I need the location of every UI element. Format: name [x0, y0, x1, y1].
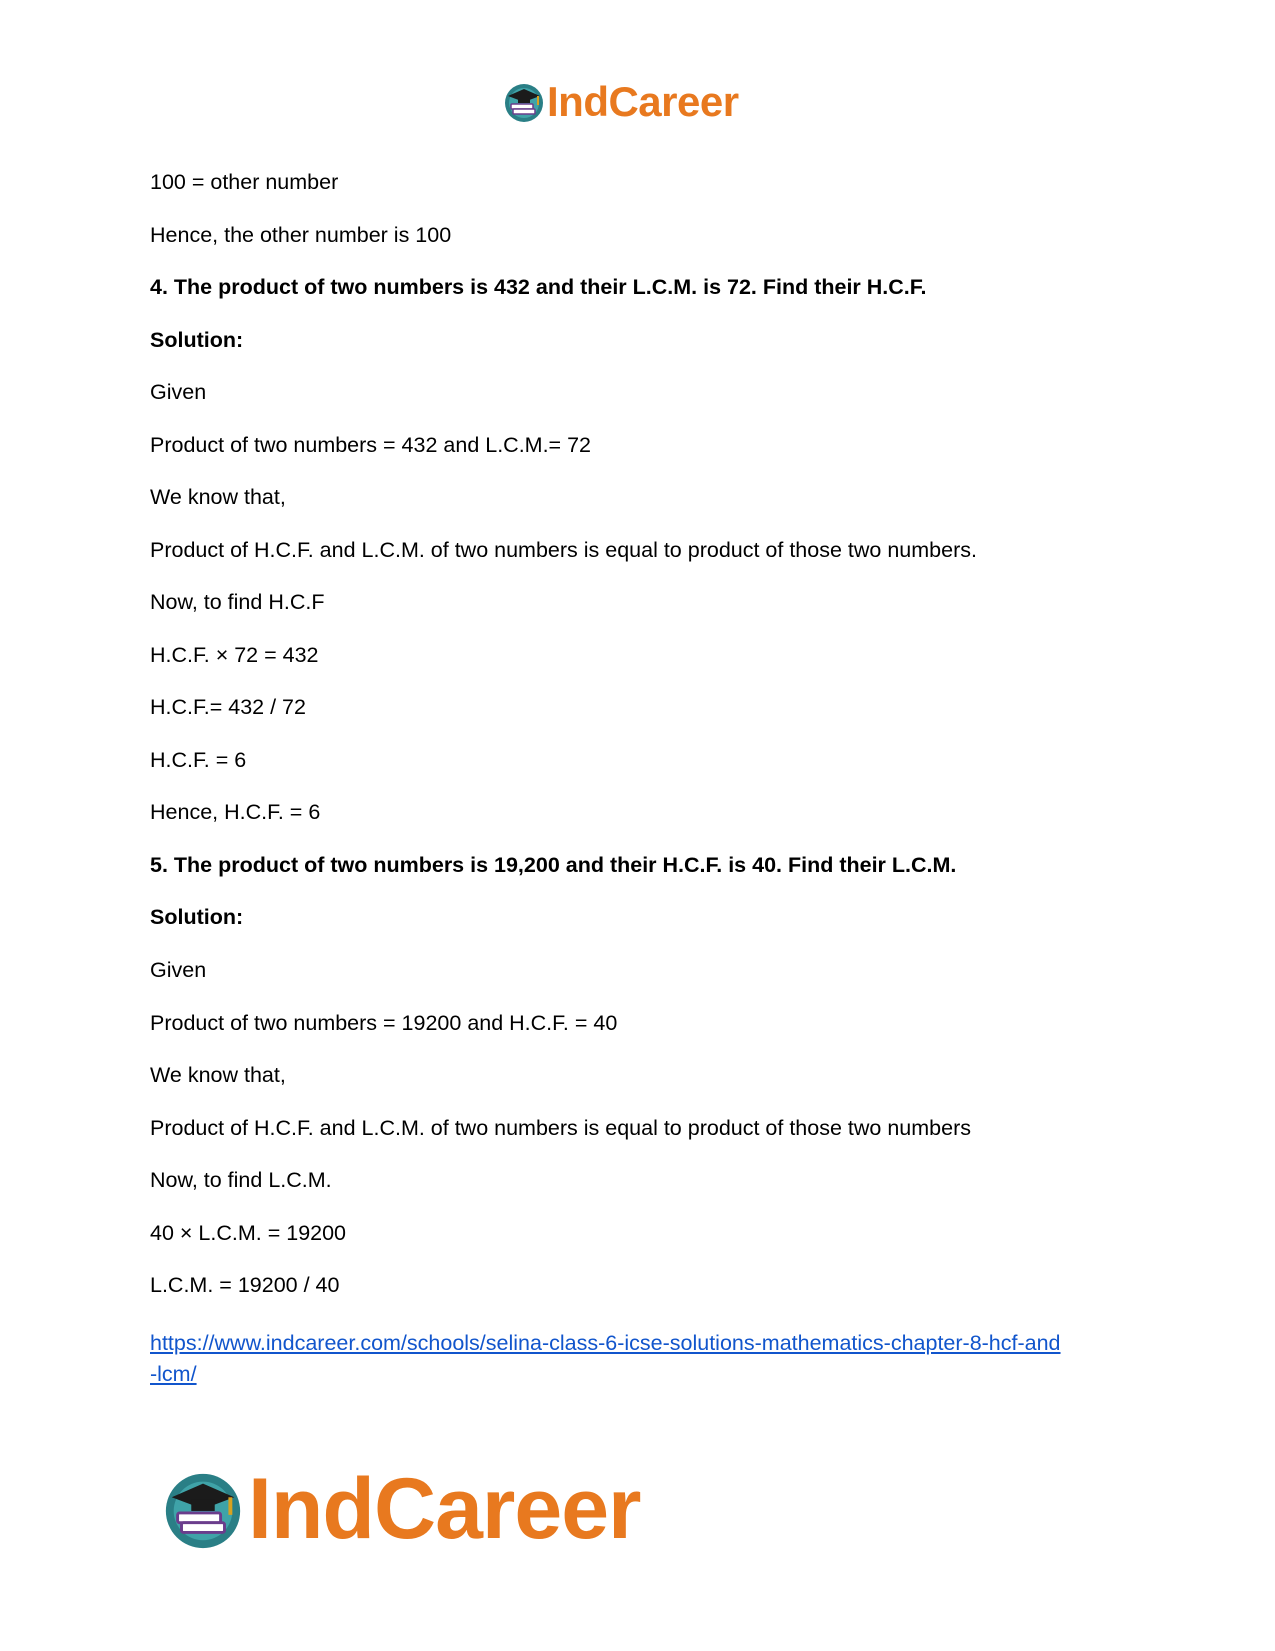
graduation-cap-books-icon — [160, 1466, 246, 1552]
text-line: Given — [150, 958, 207, 982]
source-link-line1: https://www.indcareer.com/schools/selina-class-6-icse-solutions-mathematics-chapter-8-hcf-and — [150, 1331, 1061, 1355]
source-link[interactable] — [150, 1328, 1125, 1390]
text-line: L.C.M. = 19200 / 40 — [150, 1273, 340, 1297]
text-line: Hence, H.C.F. = 6 — [150, 800, 321, 824]
header-logo — [502, 78, 739, 126]
text-line: H.C.F. × 72 = 432 — [150, 643, 319, 667]
text-line: Product of H.C.F. and L.C.M. of two numbers is equal to product of those two numbers — [150, 1116, 971, 1140]
text-line: Product of two numbers = 19200 and H.C.F. = 40 — [150, 1011, 618, 1035]
source-link-line2: -lcm/ — [150, 1362, 197, 1386]
text-line: Now, to find L.C.M. — [150, 1168, 332, 1192]
solution-label: Solution: — [150, 905, 244, 929]
graduation-cap-books-icon — [502, 80, 546, 124]
question-heading: 5. The product of two numbers is 19,200 and their H.C.F. is 40. Find their L.C.M. — [150, 853, 957, 877]
text-line: Product of H.C.F. and L.C.M. of two numbers is equal to product of those two numbers. — [150, 538, 977, 562]
text-line: 40 × L.C.M. = 19200 — [150, 1221, 347, 1245]
logo-text: IndCareer — [547, 78, 739, 125]
text-line: 100 = other number — [150, 170, 339, 194]
text-line: We know that, — [150, 1063, 286, 1087]
question-heading: 4. The product of two numbers is 432 and their L.C.M. is 72. Find their H.C.F. — [150, 275, 927, 299]
text-line: Hence, the other number is 100 — [150, 223, 452, 247]
text-line: Product of two numbers = 432 and L.C.M.= 72 — [150, 433, 592, 457]
text-line: Given — [150, 380, 207, 404]
logo-text: IndCareer — [248, 1460, 641, 1557]
solution-label: Solution: — [150, 328, 244, 352]
text-line: H.C.F.= 432 / 72 — [150, 695, 306, 719]
text-line: We know that, — [150, 485, 286, 509]
text-line: Now, to find H.C.F — [150, 590, 325, 614]
text-line: H.C.F. = 6 — [150, 748, 247, 772]
footer-logo — [160, 1462, 641, 1556]
